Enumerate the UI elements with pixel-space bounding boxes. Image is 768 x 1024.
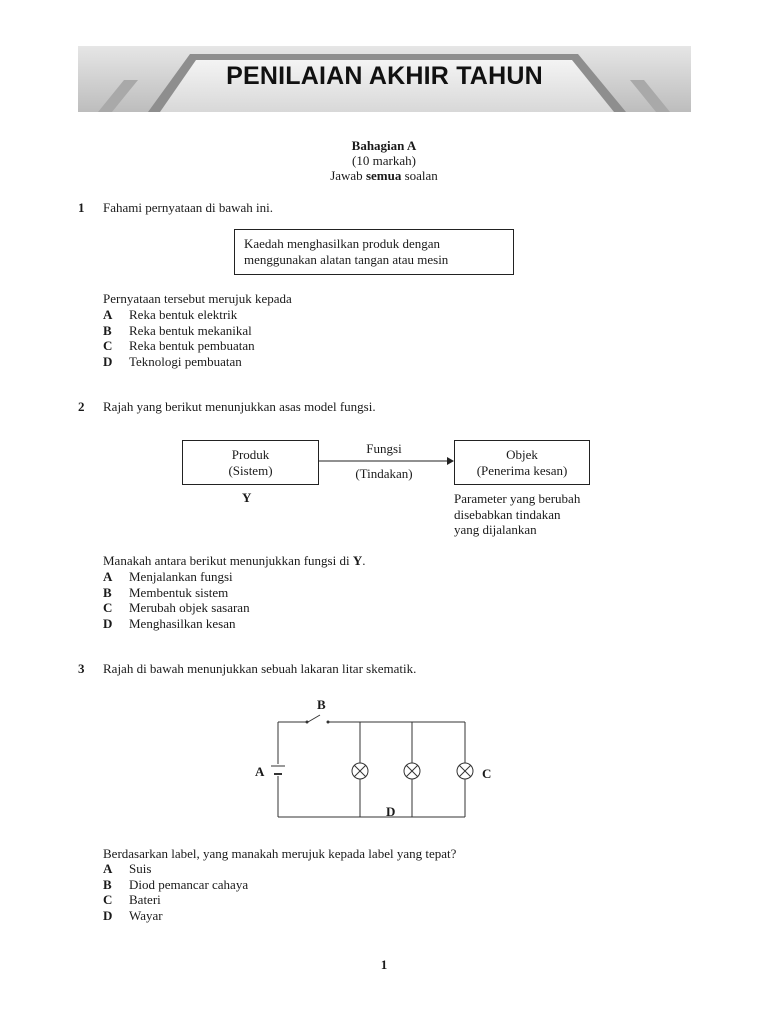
q3-option-d[interactable]: D Wayar bbox=[103, 907, 163, 923]
q3-option-b[interactable]: B Diod pemancar cahaya bbox=[103, 876, 249, 892]
q2-options bbox=[103, 569, 250, 631]
q1-option-a[interactable]: A Reka bentuk elektrik bbox=[103, 307, 238, 322]
parameter-note: Parameter yang berubah disebabkan tindakan yang dijalankan bbox=[454, 491, 581, 537]
arrow-bottom-label: (Tindakan) bbox=[355, 466, 413, 481]
q3-stem: Berdasarkan label, yang manakah merujuk kepada label yang tepat? bbox=[103, 846, 457, 861]
q1-text: Fahami pernyataan di bawah ini. bbox=[103, 200, 274, 215]
q1-box-line2: menggunakan alatan tangan atau mesin bbox=[244, 252, 449, 267]
q2-option-a[interactable]: A Menjalankan fungsi bbox=[103, 569, 233, 584]
q1-box-line1: Kaedah menghasilkan produk dengan bbox=[244, 236, 441, 251]
q3-options bbox=[103, 861, 248, 923]
object-label: Objek bbox=[506, 447, 538, 462]
q1-option-c[interactable]: C Reka bentuk pembuatan bbox=[103, 338, 255, 353]
function-model-object-box bbox=[454, 440, 590, 485]
q2-number: 2 bbox=[78, 399, 85, 414]
receiver-label: (Penerima kesan) bbox=[476, 463, 568, 478]
label-y: Y bbox=[242, 490, 252, 505]
banner-title: PENILAIAN AKHIR TAHUN bbox=[226, 62, 543, 90]
q2-text: Rajah yang berikut menunjukkan asas model fungsi. bbox=[103, 399, 376, 414]
q1-statement-box bbox=[234, 229, 514, 275]
q1-options bbox=[103, 307, 255, 369]
q3-option-a[interactable]: A Suis bbox=[103, 861, 152, 876]
arrow-top-label: Fungsi bbox=[366, 441, 402, 456]
circuit-label-b: B bbox=[317, 697, 326, 712]
section-marks: (10 markah) bbox=[352, 153, 416, 168]
circuit-label-d: D bbox=[386, 804, 396, 819]
circuit-label-a: A bbox=[255, 764, 265, 779]
q3-option-c[interactable]: C Bateri bbox=[103, 892, 161, 907]
q3-number: 3 bbox=[78, 661, 85, 676]
q2-stem: Manakah antara berikut menunjukkan fungsi di Y. bbox=[103, 553, 366, 568]
q2-option-d[interactable]: D Menghasilkan kesan bbox=[103, 615, 236, 631]
page-number: 1 bbox=[380, 957, 388, 972]
section-instruction: Jawab semua soalan bbox=[330, 168, 438, 183]
q2-option-c[interactable]: C Merubah objek sasaran bbox=[103, 600, 250, 615]
product-label: Produk bbox=[231, 447, 270, 462]
q3-text: Rajah di bawah menunjukkan sebuah lakaran litar skematik. bbox=[103, 661, 417, 676]
circuit-label-c: C bbox=[482, 766, 492, 781]
q1-number: 1 bbox=[78, 200, 85, 215]
q2-option-b[interactable]: B Membentuk sistem bbox=[103, 584, 229, 600]
section-title: Bahagian A bbox=[351, 138, 417, 153]
function-model-product-box bbox=[182, 440, 319, 485]
q1-option-b[interactable]: B Reka bentuk mekanikal bbox=[103, 322, 252, 338]
schematic-circuit bbox=[250, 690, 510, 825]
system-label: (Sistem) bbox=[228, 463, 273, 478]
q1-stem: Pernyataan tersebut merujuk kepada bbox=[103, 291, 292, 306]
q1-option-d[interactable]: D Teknologi pembuatan bbox=[103, 353, 242, 369]
